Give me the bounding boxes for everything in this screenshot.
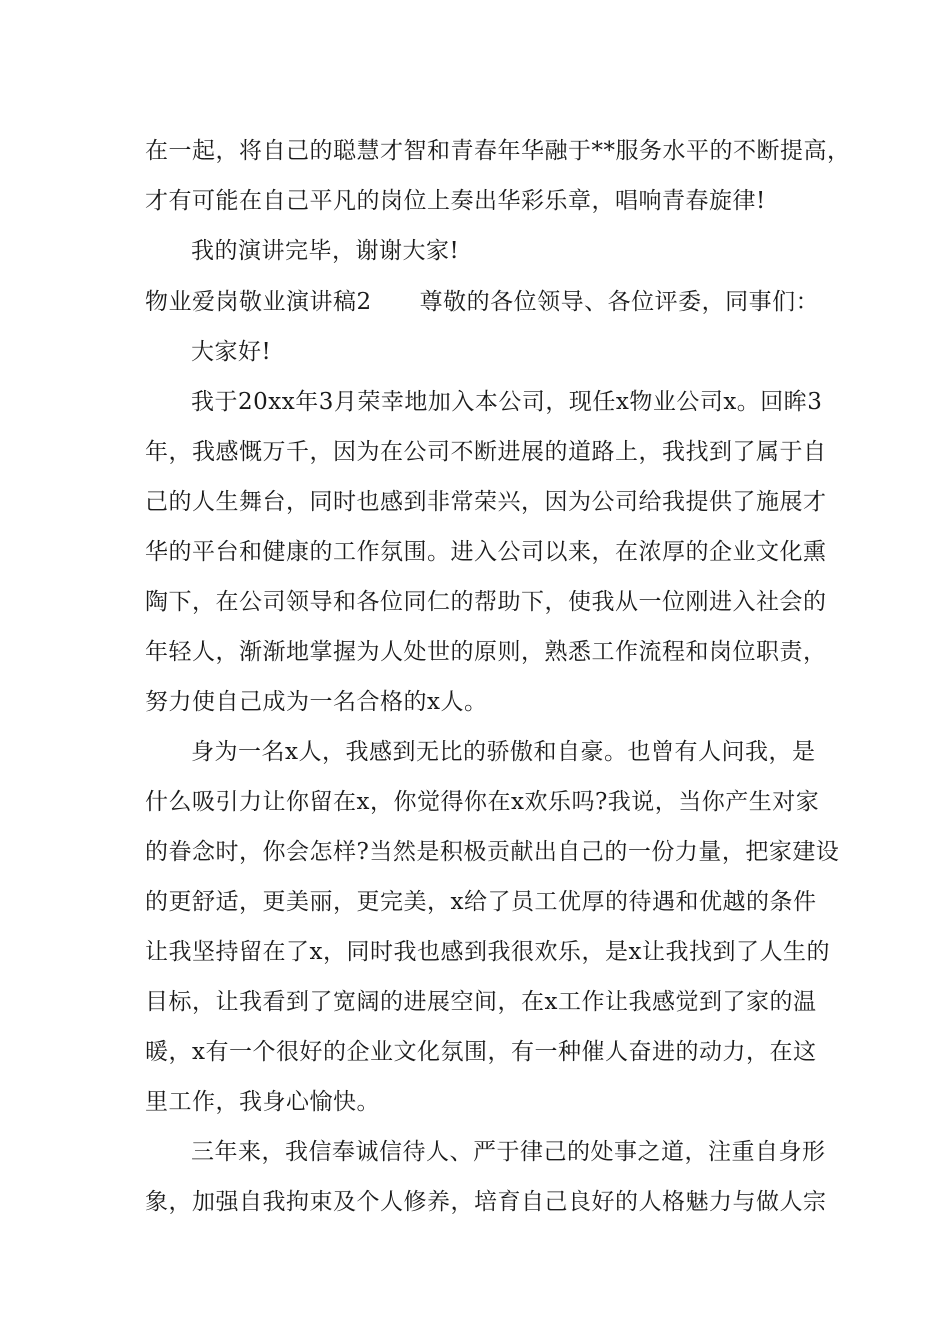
salutation: 尊敬的各位领导、各位评委，同事们：	[419, 289, 820, 315]
text-line: 年轻人，渐渐地掌握为人处世的原则，熟悉工作流程和岗位职责，	[145, 639, 827, 665]
text-line: 努力使自己成为一名合格的x人。	[145, 689, 488, 715]
text-line: 身为一名x人，我感到无比的骄傲和自豪。也曾有人问我，是	[191, 739, 816, 765]
text-line: 里工作，我身心愉快。	[145, 1089, 380, 1115]
text-line: 目标，让我看到了宽阔的进展空间，在x工作让我感觉到了家的温	[145, 989, 817, 1015]
text-line: 三年来，我信奉诚信待人、严于律己的处事之道，注重自身形	[191, 1139, 826, 1165]
text-line: 我于20xx年3月荣幸地加入本公司，现任x物业公司x。回眸3	[191, 389, 823, 415]
text-line: 什么吸引力让你留在x，你觉得你在x欢乐吗?我说，当你产生对家	[145, 789, 820, 815]
text-line: 才有可能在自己平凡的岗位上奏出华彩乐章，唱响青春旋律!	[145, 188, 766, 214]
text-line: 陶下，在公司领导和各位同仁的帮助下，使我从一位刚进入社会的	[145, 589, 827, 615]
text-line: 的眷念时，你会怎样?当然是积极贡献出自己的一份力量，把家建设	[145, 839, 840, 865]
text-line: 年，我感慨万千，因为在公司不断进展的道路上，我找到了属于自	[145, 439, 827, 465]
text-line: 让我坚持留在了x，同时我也感到我很欢乐，是x让我找到了人生的	[145, 939, 830, 965]
section-title: 物业爱岗敬业演讲稿2	[145, 289, 372, 315]
text-line: 在一起，将自己的聪慧才智和青春年华融于**服务水平的不断提高，	[145, 138, 851, 164]
text-line: 的更舒适，更美丽，更完美，x给了员工优厚的待遇和优越的条件	[145, 889, 817, 915]
text-line: 暖，x有一个很好的企业文化氛围，有一种催人奋进的动力，在这	[145, 1039, 817, 1065]
greeting-line: 大家好!	[191, 339, 272, 365]
text-line: 华的平台和健康的工作氛围。进入公司以来，在浓厚的企业文化熏	[145, 539, 827, 565]
text-line: 象，加强自我拘束及个人修养，培育自己良好的人格魅力与做人宗	[145, 1189, 827, 1215]
text-line: 己的人生舞台，同时也感到非常荣兴，因为公司给我提供了施展才	[145, 489, 827, 515]
text-line: 我的演讲完毕，谢谢大家!	[191, 238, 460, 264]
section-heading-line	[145, 287, 820, 317]
